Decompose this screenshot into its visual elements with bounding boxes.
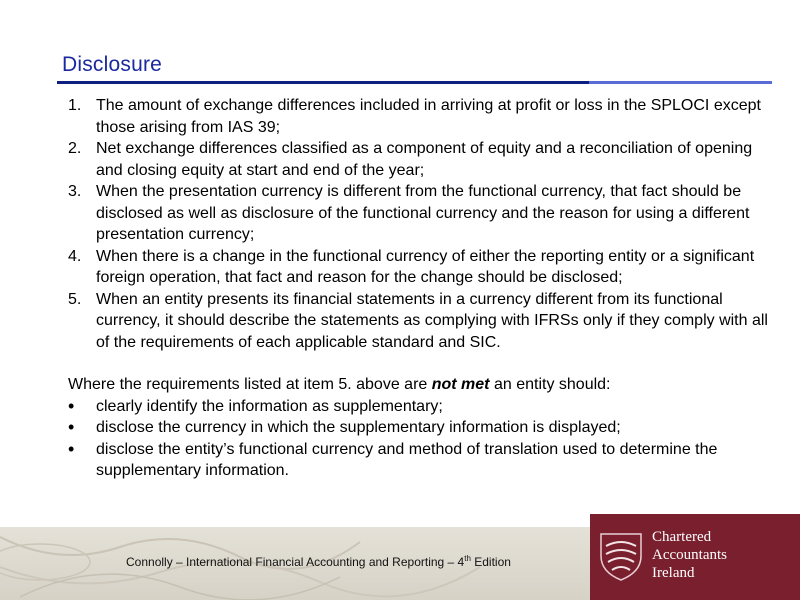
- bullet-icon: •: [68, 438, 75, 459]
- bullet-list: [68, 396, 768, 482]
- paragraph-emphasis: not met: [431, 376, 490, 393]
- bullet-icon: •: [68, 395, 75, 416]
- bullet-item: [68, 417, 768, 439]
- list-item-text: When an entity presents its financial statements in a currency different from its functional currency, it should describe the statements as complying with IFRSs only if they comply with all of the requirements of each applicable standard and SIC.: [96, 290, 768, 351]
- chartered-accountants-logo: [590, 514, 800, 600]
- list-item-number: 1.: [68, 97, 82, 114]
- paragraph-lead: Where the requirements listed at item 5. above are: [68, 376, 432, 393]
- list-item-number: 5.: [68, 290, 82, 308]
- list-item-number: 3.: [68, 183, 82, 200]
- bullet-item: [68, 439, 768, 482]
- list-item-number: 2.: [68, 140, 82, 157]
- shield-emblem-icon: [598, 530, 644, 582]
- logo-line: Chartered: [652, 529, 712, 545]
- paragraph-tail: an entity should:: [489, 376, 611, 393]
- list-item-text: Net exchange differences classified as a component of equity and a reconciliation of opening and closing equity at start and end of the year;: [96, 140, 753, 179]
- bullet-item: [68, 396, 768, 418]
- title-underline-light: [589, 81, 772, 84]
- footer-citation: Connolly – International Financial Accounting and Reporting – 4th Edition: [126, 554, 511, 569]
- logo-line: Accountants: [652, 547, 727, 563]
- numbered-list: [68, 95, 768, 353]
- bullet-text: disclose the currency in which the supplementary information is displayed;: [96, 419, 621, 436]
- list-item-number: 4.: [68, 247, 82, 265]
- requirements-paragraph: [68, 374, 768, 396]
- logo-wordmark: [652, 528, 727, 582]
- logo-line: Ireland: [652, 565, 695, 581]
- list-item: [68, 138, 768, 181]
- slide-title: Disclosure: [62, 53, 163, 76]
- title-underline-dark: [57, 81, 589, 84]
- list-item-text: When there is a change in the functional currency of either the reporting entity or a significant foreign operation, that fact and reason for the change should be disclosed;: [96, 247, 755, 286]
- slide-body: [68, 95, 768, 482]
- bullet-text: disclose the entity’s functional currency and method of translation used to determine the supplementary information.: [96, 440, 718, 479]
- bullet-icon: •: [68, 417, 75, 437]
- list-item: [68, 246, 768, 289]
- list-item-text: The amount of exchange differences included in arriving at profit or loss in the SPLOCI except those arising from IAS 39;: [96, 97, 761, 136]
- list-item-text: When the presentation currency is different from the functional currency, that fact should be disclosed as well as disclosure of the functional currency and the reason for using a different presentation currency;: [96, 183, 750, 243]
- list-item: [68, 181, 768, 246]
- list-item: [68, 289, 768, 354]
- bullet-text: clearly identify the information as supplementary;: [96, 397, 443, 415]
- list-item: [68, 95, 768, 138]
